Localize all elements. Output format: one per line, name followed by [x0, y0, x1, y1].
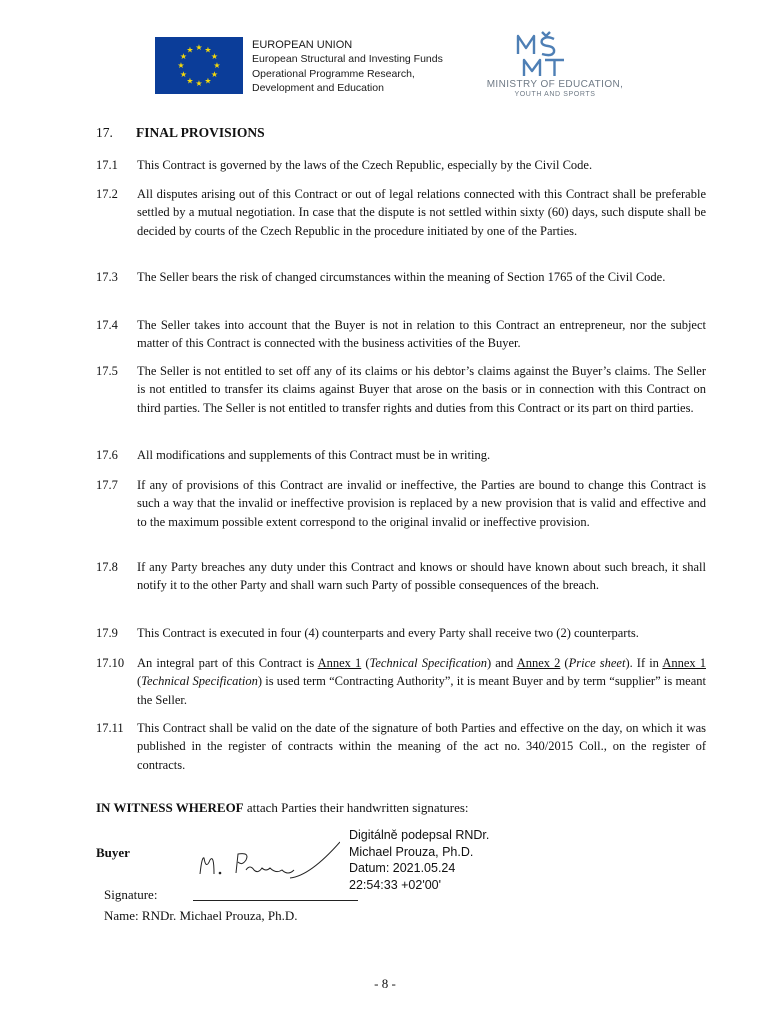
svg-text:★: ★ — [195, 79, 203, 88]
digital-sig-line-3: Datum: 2021.05.24 — [349, 861, 456, 876]
section-number: 17. — [96, 125, 113, 140]
clause-number: 17.4 — [96, 318, 118, 332]
clause-text: All modifications and supplements of this Contract must be in writing. — [137, 448, 491, 462]
clause-text: If any Party breaches any duty under this Contract and knows or should have known about such breach, it shall notify it to the other Party and shall warn such Party of possible consequences of the breach. — [137, 560, 706, 593]
clause-number: 17.5 — [96, 364, 118, 378]
clause-17-5 — [96, 362, 706, 417]
msmt-logo — [512, 30, 574, 80]
clause-text: This Contract is governed by the laws of the Czech Republic, especially by the Civil Code. — [137, 158, 593, 172]
clause-17-7 — [96, 476, 706, 531]
clause-17-9 — [96, 624, 706, 642]
digital-sig-line-2: Michael Prouza, Ph.D. — [349, 844, 474, 859]
clause-17-1 — [96, 156, 706, 174]
svg-text:★: ★ — [186, 45, 194, 55]
clause-17-4 — [96, 316, 706, 353]
clause-text: This Contract is executed in four (4) counterparts and every Party shall receive two (2) counterparts. — [137, 626, 639, 640]
annex-1-link: Annex 1 — [662, 656, 706, 670]
msmt-logo-text: MŠMT — [512, 30, 515, 31]
svg-text:★: ★ — [210, 52, 219, 61]
clause-text: This Contract shall be valid on the date of the signature of both Parties and effective on the day, on which it was published in the register of contracts within the meaning of the act no. 340/2015 Coll., on the register of contracts. — [137, 721, 706, 772]
clause-number: 17.1 — [96, 158, 118, 172]
clause-number: 17.2 — [96, 187, 118, 201]
eu-line-4: Development and Education — [252, 82, 384, 95]
witness-statement — [96, 800, 469, 816]
eu-line-2: European Structural and Investing Funds — [252, 53, 443, 66]
svg-text:★: ★ — [210, 70, 219, 79]
eu-stars-icon — [155, 37, 243, 94]
section-title: FINAL PROVISIONS — [136, 125, 265, 140]
svg-text:★: ★ — [177, 61, 185, 70]
signature-line — [193, 900, 358, 901]
eu-title: EUROPEAN UNION — [252, 39, 353, 51]
annex-2-link: Annex 2 — [516, 656, 561, 670]
clause-number: 17.7 — [96, 478, 118, 492]
text-run: ) is used term “Contracting Authority”, it is meant Buyer and by term “supplier” is meant the Seller. — [137, 674, 706, 707]
clause-number: 17.9 — [96, 626, 118, 640]
clause-text: The Seller is not entitled to set off any of its claims or his debtor’s claims against the Buyer’s claims. The Seller is not entitled to transfer its claims against Buyer that arose on the basis or in connection with this Contract on third parties. The Seller is not entitled to transfer rights and duties from this Contract or its part on third parties. — [137, 364, 706, 415]
clause-17-3 — [96, 268, 706, 286]
svg-text:★: ★ — [179, 52, 188, 61]
ministry-text — [480, 79, 630, 99]
text-run: ). If in — [625, 656, 663, 670]
eu-line-3: Operational Programme Research, — [252, 67, 415, 80]
clause-text: The Seller bears the risk of changed circumstances within the meaning of Section 1765 of the Civil Code. — [137, 270, 666, 284]
witness-bold: IN WITNESS WHEREOF — [96, 800, 244, 815]
italic-term: Technical Specification — [141, 674, 258, 689]
handwritten-signature — [190, 836, 340, 896]
clause-text: If any of provisions of this Contract are invalid or ineffective, the Parties are bound to change this Contract is such a way that the invalid or ineffective provision is replaced by a new provision that is valid and effective and to the maximum possible extent correspond to the original invalid or ineffective provision. — [137, 478, 706, 529]
clause-17-10 — [96, 654, 706, 709]
clause-number: 17.11 — [96, 721, 124, 735]
svg-text:★: ★ — [186, 76, 194, 86]
text-run: ) and — [487, 656, 517, 670]
clause-number: 17.8 — [96, 560, 118, 574]
clause-number: 17.6 — [96, 448, 118, 462]
svg-text:★: ★ — [195, 43, 203, 52]
clause-number: 17.10 — [96, 656, 125, 670]
eu-flag-logo — [155, 37, 243, 94]
italic-term: Price sheet — [568, 656, 626, 670]
clause-17-11 — [96, 719, 706, 774]
digital-sig-line-1: Digitálně podepsal RNDr. — [349, 828, 490, 842]
ministry-line-1: MINISTRY OF EDUCATION, — [486, 79, 624, 90]
digital-signature — [349, 827, 489, 893]
eu-programme-text — [252, 38, 443, 96]
svg-text:★: ★ — [179, 70, 188, 79]
clause-17-8 — [96, 558, 706, 595]
section-heading — [96, 125, 265, 141]
clause-text: The Seller takes into account that the Buyer is not in relation to this Contract an entrepreneur, nor the subject matter of this Contract is connected with the business activities of the Buyer. — [137, 318, 706, 351]
witness-rest: attach Parties their handwritten signatures: — [243, 800, 469, 815]
clause-text: All disputes arising out of this Contract or out of legal relations connected with this Contract shall be preferable settled by a mutual negotiation. In case that the dispute is not settled within sixty (60) days, such dispute shall be decided by courts of the Czech Republic in the procedure initiated by one of the Parties. — [137, 187, 706, 238]
svg-text:★: ★ — [213, 61, 221, 70]
text-run: ( — [361, 656, 370, 670]
signer-name: Name: RNDr. Michael Prouza, Ph.D. — [104, 908, 298, 923]
svg-text:★: ★ — [204, 45, 212, 55]
text-run: An integral part of this Contract is — [137, 656, 318, 670]
signature-label: Signature: — [104, 887, 158, 902]
clause-17-2 — [96, 185, 706, 240]
clause-number: 17.3 — [96, 270, 118, 284]
digital-sig-line-4: 22:54:33 +02'00' — [349, 877, 442, 892]
page-number: - 8 - — [374, 976, 396, 991]
svg-text:★: ★ — [204, 76, 212, 86]
annex-1-link: Annex 1 — [317, 656, 362, 670]
ministry-line-2: YOUTH AND SPORTS — [514, 91, 596, 98]
signature-text: M. Prouza — [190, 836, 195, 837]
clause-17-6 — [96, 446, 706, 464]
text-run: ( — [137, 674, 142, 689]
buyer-label: Buyer — [96, 845, 130, 860]
italic-term: Technical Specification — [369, 656, 487, 670]
text-run: ( — [560, 656, 569, 670]
signature-scribble — [190, 836, 340, 896]
msmt-monogram-icon — [512, 30, 574, 80]
clause-text — [137, 654, 706, 709]
